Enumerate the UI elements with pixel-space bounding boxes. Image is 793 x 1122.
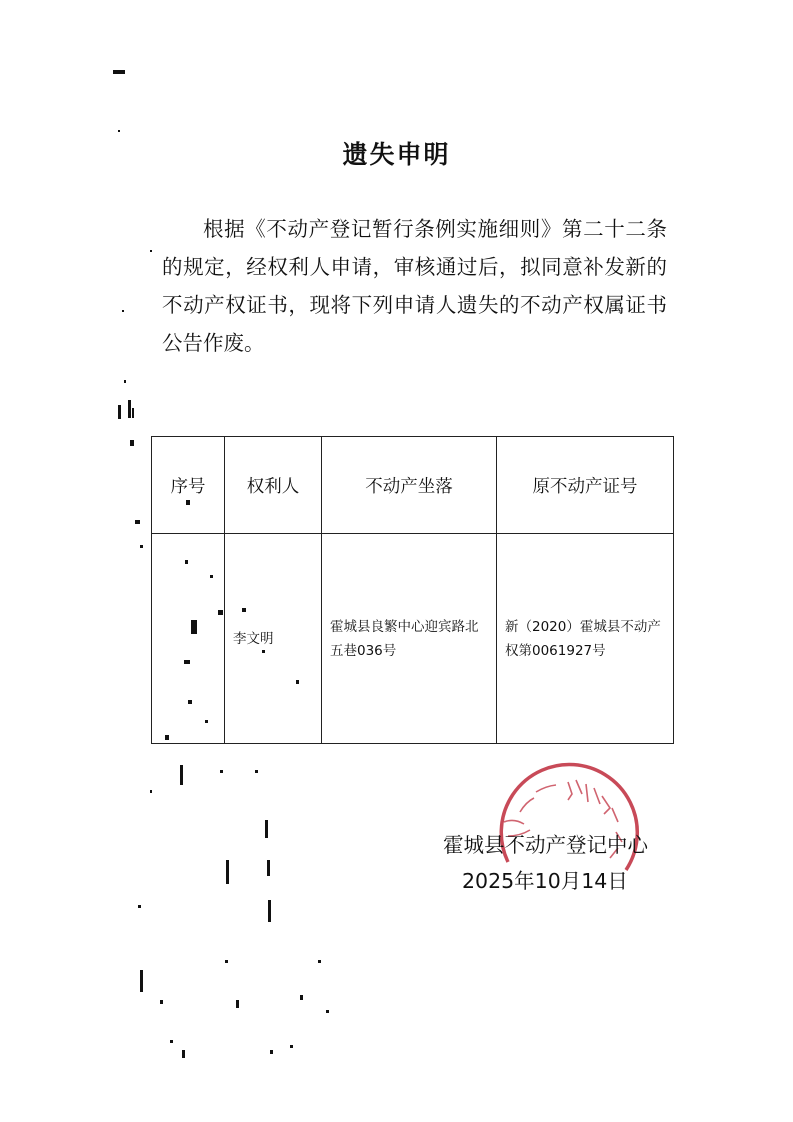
header-index: 序号 <box>152 437 225 534</box>
registration-table <box>151 436 674 744</box>
table-row <box>152 534 674 744</box>
document-body: 根据《不动产登记暂行条例实施细则》第二十二条的规定，经权利人申请，审核通过后，拟同意补发新的不动产权证书，现将下列申请人遗失的不动产权属证书公告作废。 <box>162 217 667 355</box>
document-title: 遗失申明 <box>342 140 451 169</box>
cell-cert-no: 新（2020）霍城县不动产权第0061927号 <box>497 534 674 744</box>
header-location: 不动产坐落 <box>322 437 497 534</box>
header-owner: 权利人 <box>225 437 322 534</box>
cell-location: 霍城县良繁中心迎宾路北五巷036号 <box>322 534 497 744</box>
cell-index <box>152 534 225 744</box>
table-header-row <box>152 437 674 534</box>
issuing-authority: 霍城县不动产登记中心 <box>443 833 648 857</box>
issue-date: 2025年10月14日 <box>462 869 628 893</box>
cell-owner: 李文明 <box>225 534 322 744</box>
header-cert-no: 原不动产证号 <box>497 437 674 534</box>
